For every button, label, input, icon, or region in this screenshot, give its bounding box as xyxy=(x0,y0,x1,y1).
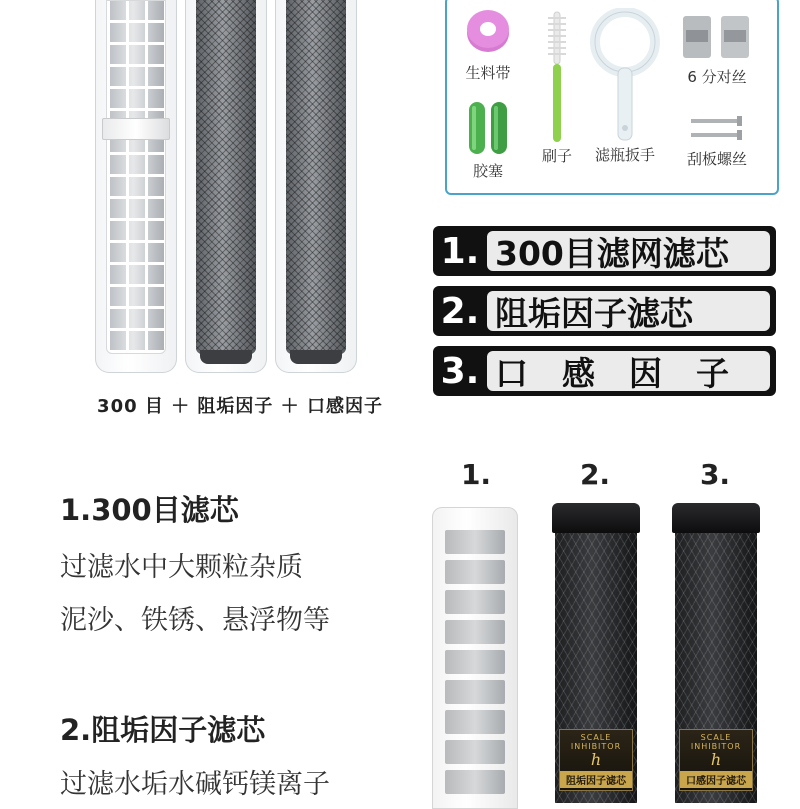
label-brand: SCALE INHIBITOR xyxy=(570,733,622,751)
cartridge-caption: 300 目 ＋ 阻垢因子 ＋ 口感因子 xyxy=(97,396,383,417)
accessory-brush-label: 刷子 xyxy=(541,147,572,165)
feature-number: 3. xyxy=(440,350,480,392)
mesh-window xyxy=(445,620,505,644)
mesh-window xyxy=(445,710,505,734)
brush-icon xyxy=(542,10,572,145)
screw-icon xyxy=(687,114,747,144)
accessory-fittings-label: 6 分对丝 xyxy=(687,68,747,86)
scale-inhibitor-core xyxy=(196,0,256,354)
feature-number: 2. xyxy=(440,290,480,332)
brand-logo-icon: h xyxy=(590,750,602,769)
clear-housing-taste xyxy=(275,0,357,373)
product-number-2: 2. xyxy=(579,458,611,491)
housing-bottom-cap xyxy=(290,350,342,364)
mesh-window xyxy=(445,650,505,674)
cartridge-housing-group xyxy=(95,0,380,375)
product-number-3: 3. xyxy=(699,458,731,491)
brand-logo-icon: h xyxy=(710,750,722,769)
section-title-2: 2.阻垢因子滤芯 xyxy=(60,713,266,747)
mesh-cartridge-300 xyxy=(432,507,518,809)
accessory-plugs xyxy=(457,98,519,181)
feature-text: 300目滤网滤芯 xyxy=(487,231,770,271)
mesh-window xyxy=(445,680,505,704)
taste-core xyxy=(286,0,346,354)
accessory-brush xyxy=(531,10,583,166)
housing-bottom-cap xyxy=(200,350,252,364)
accessory-wrench-label: 滤瓶扳手 xyxy=(594,146,655,164)
section-1-line-1: 过滤水中大颗粒杂质 xyxy=(60,552,303,583)
accessory-wrench xyxy=(583,8,667,165)
cartridge-top-cap xyxy=(552,503,640,533)
label-product-name: 口感因子滤芯 xyxy=(680,771,752,788)
mesh-window xyxy=(445,770,505,794)
mesh-window xyxy=(445,560,505,584)
cartridge-top-cap xyxy=(672,503,760,533)
taste-cartridge xyxy=(675,511,757,803)
feature-text: 阻垢因子滤芯 xyxy=(487,291,770,331)
clear-housing-scale-inhibitor xyxy=(185,0,267,373)
accessory-tape xyxy=(457,6,519,83)
feature-bar-1 xyxy=(433,226,776,276)
threaded-fitting-icon xyxy=(677,12,757,62)
housing-band xyxy=(102,118,170,140)
section-title-1: 1.300目滤芯 xyxy=(60,493,239,527)
cartridge-label xyxy=(679,729,753,791)
accessory-fittings xyxy=(669,12,765,87)
mesh-window xyxy=(445,590,505,614)
section-2-line-1: 过滤水垢水碱钙镁离子 xyxy=(60,769,330,800)
ptfe-tape-icon xyxy=(462,6,514,58)
accessory-screws xyxy=(669,114,765,169)
mesh-window xyxy=(445,530,505,554)
accessory-plugs-label: 胶塞 xyxy=(472,162,503,180)
section-1-line-2: 泥沙、铁锈、悬浮物等 xyxy=(60,605,330,636)
feature-bar-3 xyxy=(433,346,776,396)
feature-bar-2 xyxy=(433,286,776,336)
product-number-1: 1. xyxy=(460,458,492,491)
clear-housing-300-mesh xyxy=(95,0,177,373)
mesh-window xyxy=(445,740,505,764)
filter-wrench-icon xyxy=(585,8,665,144)
accessory-screws-label: 刮板螺丝 xyxy=(686,150,747,168)
cartridge-label xyxy=(559,729,633,791)
accessories-panel xyxy=(445,0,779,195)
label-brand: SCALE INHIBITOR xyxy=(690,733,742,751)
mesh-filter-core xyxy=(106,0,166,354)
feature-text: 口感因子 xyxy=(487,351,770,391)
accessory-tape-label: 生料带 xyxy=(465,64,511,82)
rubber-plug-icon xyxy=(465,98,511,156)
label-product-name: 阻垢因子滤芯 xyxy=(560,771,632,788)
feature-number: 1. xyxy=(440,230,480,272)
scale-inhibitor-cartridge xyxy=(555,511,637,803)
